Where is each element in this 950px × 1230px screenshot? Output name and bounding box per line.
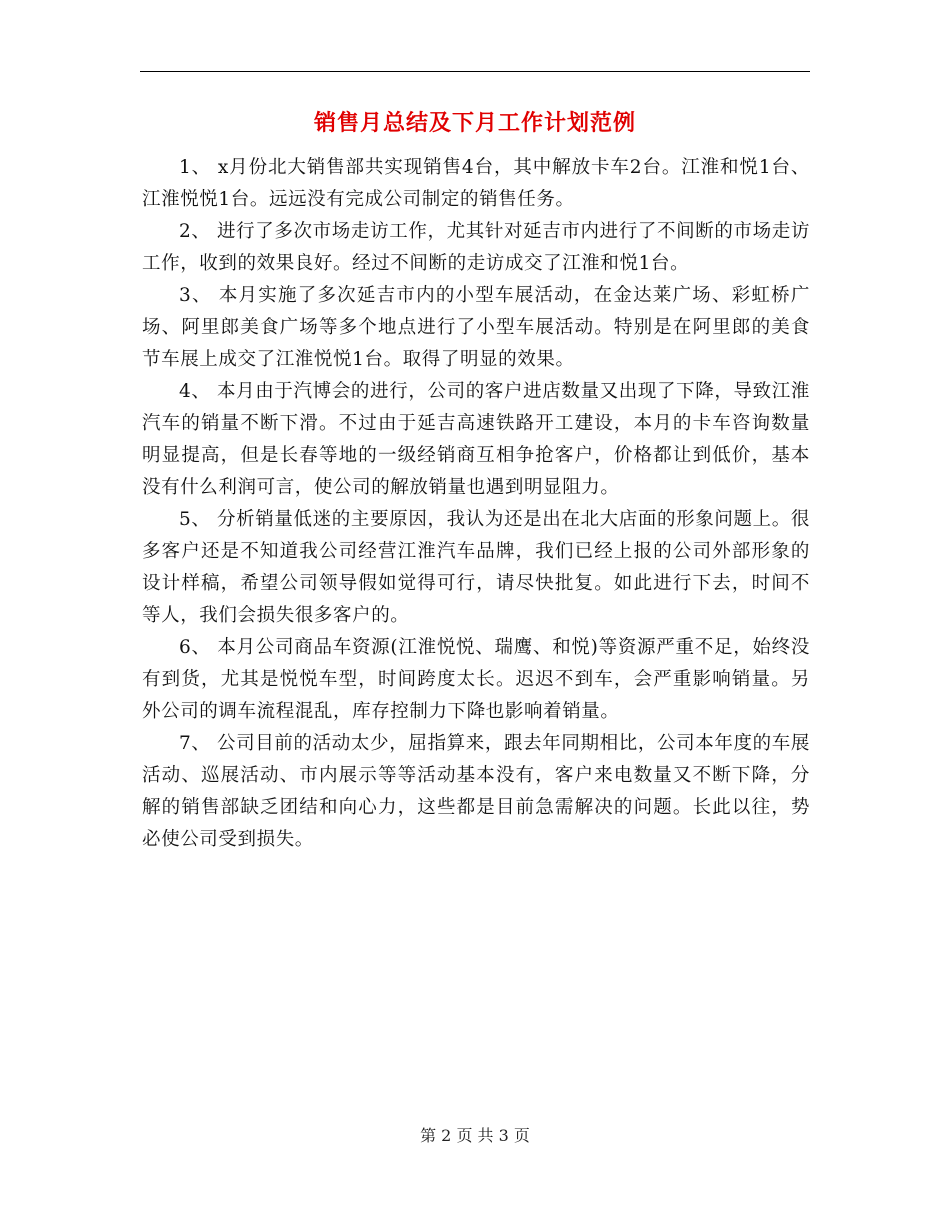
page-footer bbox=[0, 1124, 950, 1148]
document-body bbox=[142, 152, 810, 856]
paragraph-7: 7、 公司目前的活动太少，屈指算来，跟去年同期相比，公司本年度的车展活动、巡展活动、市内展示等等活动基本没有，客户来电数量又不断下降，分解的销售部缺乏团结和向心力，这些都是目前急需解决的问题。长此以往，势必使公司受到损失。 bbox=[142, 733, 810, 850]
paragraph-6: 6、 本月公司商品车资源(江淮悦悦、瑞鹰、和悦)等资源严重不足，始终没有到货，尤其是悦悦车型，时间跨度太长。迟迟不到车，会严重影响销量。另外公司的调车流程混乱，库存控制力下降也影响着销量。 bbox=[142, 637, 810, 722]
paragraph-3: 3、 本月实施了多次延吉市内的小型车展活动，在金达莱广场、彩虹桥广场、阿里郎美食广场等多个地点进行了小型车展活动。特别是在阿里郎的美食节车展上成交了江淮悦悦1台。取得了明显的效果。 bbox=[142, 285, 810, 370]
document-title: 销售月总结及下月工作计划范例 bbox=[313, 111, 636, 136]
page-number-label: 第 2 页 共 3 页 bbox=[420, 1126, 530, 1145]
paragraph-1: 1、 x月份北大销售部共实现销售4台，其中解放卡车2台。江淮和悦1台、江淮悦悦1台。远远没有完成公司制定的销售任务。 bbox=[142, 157, 810, 210]
paragraph-4: 4、 本月由于汽博会的进行，公司的客户进店数量又出现了下降，导致江淮汽车的销量不断下滑。不过由于延吉高速铁路开工建设，本月的卡车咨询数量明显提高，但是长春等地的一级经销商互相争抢客户，价格都让到低价，基本没有什么利润可言，使公司的解放销量也遇到明显阻力。 bbox=[142, 381, 810, 498]
header-rule bbox=[140, 71, 810, 72]
paragraph-2: 2、 进行了多次市场走访工作，尤其针对延吉市内进行了不间断的市场走访工作，收到的效果良好。经过不间断的走访成交了江淮和悦1台。 bbox=[142, 221, 810, 274]
paragraph-5: 5、 分析销量低迷的主要原因，我认为还是出在北大店面的形象问题上。很多客户还是不知道我公司经营江淮汽车品牌，我们已经上报的公司外部形象的设计样稿，希望公司领导假如觉得可行，请尽快批复。如此进行下去，时间不等人，我们会损失很多客户的。 bbox=[142, 509, 810, 626]
